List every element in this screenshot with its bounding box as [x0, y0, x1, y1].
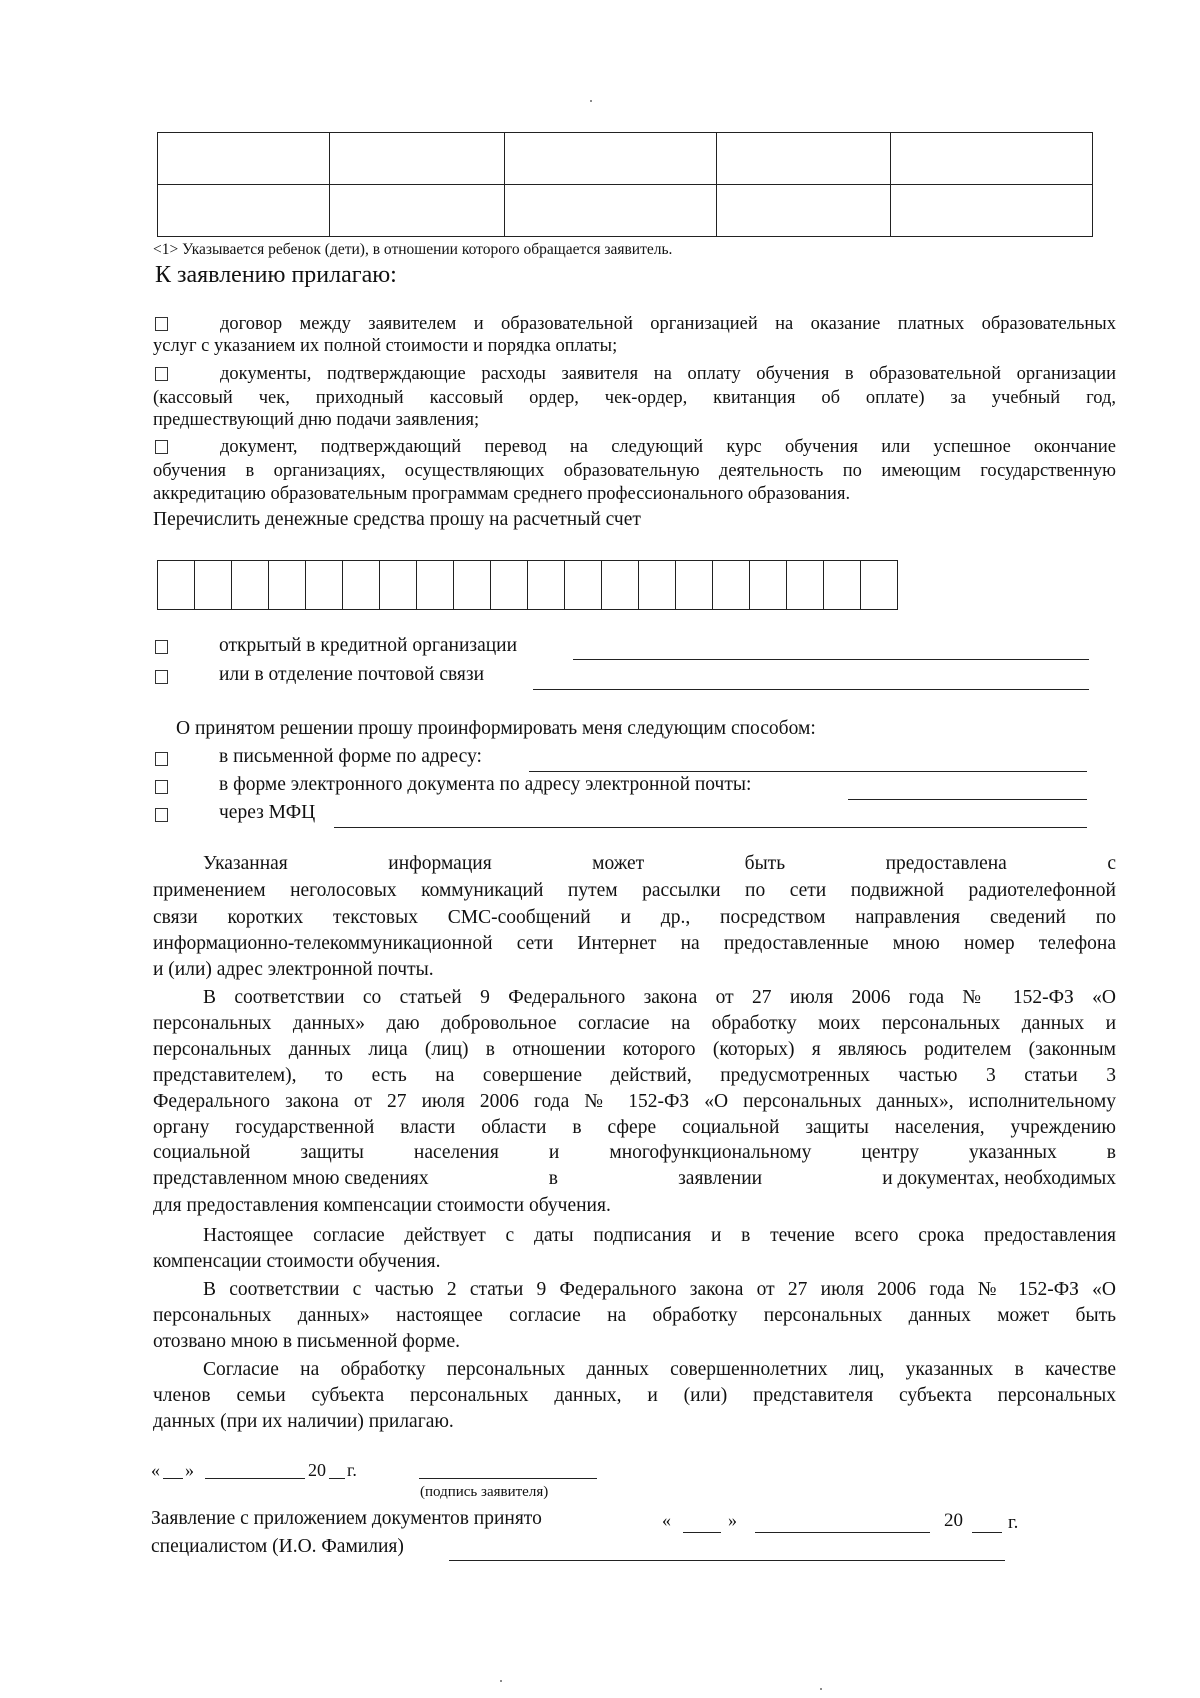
notify-email-checkbox[interactable]: [155, 780, 168, 794]
table-cell: [505, 133, 717, 185]
consent-paragraph-line: [153, 1142, 1116, 1164]
bank-name-field[interactable]: [573, 659, 1089, 660]
table-cell: [891, 185, 1093, 237]
account-digit-cell[interactable]: [713, 561, 750, 609]
attachment-checkbox[interactable]: [155, 317, 168, 331]
notify-label: О принятом решении прошу проинформировать меня следующим способом:: [176, 718, 816, 739]
word: в: [1106, 1142, 1116, 1163]
word: и документах, необходимых: [882, 1168, 1116, 1189]
attachment-text: договор между заявителем и образовательной организацией на оказание платных образовательных: [220, 314, 1116, 334]
table-cell: [717, 185, 891, 237]
signature-quote-open: «: [151, 1460, 160, 1480]
email-field[interactable]: [848, 799, 1087, 800]
attachment-text: документ, подтверждающий перевод на следующий курс обучения или успешное окончание: [220, 437, 1116, 457]
attachment-text: (кассовый чек, приходный кассовый ордер, чек-ордер, квитанция об оплате) за учебный год,: [153, 388, 1116, 408]
post-office-field[interactable]: [533, 689, 1089, 690]
consent-paragraph-line: представителем), то есть на совершение действий, предусмотренных частью 3 статьи 3: [153, 1065, 1116, 1086]
validity-paragraph-line: Настоящее согласие действует с даты подписания и в течение всего срока предоставления: [203, 1225, 1116, 1246]
accepted-label: Заявление с приложением документов принято: [151, 1508, 542, 1529]
account-digit-cell[interactable]: [750, 561, 787, 609]
consent-paragraph-line: органу государственной власти области в сфере социальной защиты населения, учреждению: [153, 1117, 1116, 1138]
account-digit-cell[interactable]: [491, 561, 528, 609]
word: защиты: [300, 1142, 364, 1163]
account-digit-cell[interactable]: [824, 561, 861, 609]
signature-day-field[interactable]: [163, 1478, 183, 1479]
table-cell: [330, 133, 505, 185]
family-paragraph-line: данных (при их наличии) прилагаю.: [153, 1411, 454, 1432]
word: социальной: [153, 1142, 251, 1163]
word: центру: [861, 1142, 919, 1163]
account-digit-cell[interactable]: [269, 561, 306, 609]
account-digit-cell[interactable]: [565, 561, 602, 609]
signature-year-prefix: 20: [308, 1460, 326, 1480]
revoke-paragraph-line: персональных данных» настоящее согласие на обработку персональных данных может быть: [153, 1305, 1116, 1326]
account-digit-cell[interactable]: [787, 561, 824, 609]
accepted-year-suffix: г.: [1008, 1512, 1019, 1533]
notify-mail-label: в письменной форме по адресу:: [219, 746, 482, 767]
signature-month-field[interactable]: [205, 1478, 305, 1479]
attachment-text: обучения в организациях, осуществляющих образовательную деятельность по имеющим государственную: [153, 461, 1116, 481]
word: многофункциональному: [609, 1142, 812, 1163]
accepted-day-field[interactable]: [683, 1532, 721, 1533]
account-digit-cell[interactable]: [195, 561, 232, 609]
word: информация: [388, 853, 492, 874]
info-paragraph-line: и (или) адрес электронной почты.: [153, 959, 434, 980]
postal-address-field[interactable]: [529, 771, 1087, 772]
attachment-text: предшествующий дню подачи заявления;: [153, 410, 480, 430]
family-paragraph-line: Согласие на обработку персональных данных совершеннолетних лиц, указанных в качестве: [203, 1359, 1116, 1380]
accepted-quote-open: «: [662, 1510, 671, 1530]
attachment-text: аккредитацию образовательным программам среднего профессионального образования.: [153, 484, 851, 504]
info-paragraph-line: [203, 853, 1116, 875]
account-digit-cell[interactable]: [343, 561, 380, 609]
mfc-field[interactable]: [334, 827, 1087, 828]
account-digit-cell[interactable]: [676, 561, 713, 609]
word: быть: [744, 853, 786, 874]
consent-paragraph-line: Федерального закона от 27 июля 2006 года № 152-ФЗ «О персональных данных», исполнительному: [153, 1091, 1116, 1112]
account-digit-cell[interactable]: [306, 561, 343, 609]
word: указанных: [969, 1142, 1057, 1163]
word: может: [592, 853, 645, 874]
signature-year-suffix: г.: [347, 1460, 357, 1480]
word: представленном мною сведениях: [153, 1168, 429, 1189]
account-digit-cell[interactable]: [232, 561, 269, 609]
post-option-label: или в отделение почтовой связи: [219, 664, 485, 685]
revoke-paragraph-line: отозвано мною в письменной форме.: [153, 1331, 460, 1352]
revoke-paragraph-line: В соответствии с частью 2 статьи 9 Федерального закона от 27 июля 2006 года № 152-ФЗ «О: [203, 1279, 1116, 1300]
account-number-grid[interactable]: [157, 560, 898, 610]
consent-paragraph-line: персональных данных лица (лиц) в отношении которого (которых) я являюсь родителем (законным: [153, 1039, 1116, 1060]
info-paragraph-line: информационно-телекоммуникационной сети Интернет на предоставленные мною номер телефона: [153, 933, 1116, 954]
word: и: [548, 1142, 560, 1163]
notify-mail-checkbox[interactable]: [155, 752, 168, 766]
consent-paragraph-line: В соответствии со статьей 9 Федерального закона от 27 июля 2006 года № 152-ФЗ «О: [203, 987, 1116, 1008]
bank-option-checkbox[interactable]: [155, 640, 168, 654]
bank-option-label: открытый в кредитной организации: [219, 635, 518, 656]
word: Указанная: [203, 853, 288, 874]
footnote: <1> Указывается ребенок (дети), в отношении которого обращается заявитель.: [153, 241, 673, 258]
info-paragraph-line: связи коротких текстовых СМС-сообщений и др., посредством направления сведений по: [153, 907, 1116, 928]
word: предоставлена: [885, 853, 1007, 874]
accepted-month-field[interactable]: [755, 1532, 930, 1533]
word: с: [1107, 853, 1116, 874]
table-cell: [330, 185, 505, 237]
accepted-year-prefix: 20: [944, 1510, 963, 1531]
consent-paragraph-line: для предоставления компенсации стоимости обучения.: [153, 1195, 611, 1216]
notify-email-label: в форме электронного документа по адресу электронной почты:: [219, 774, 752, 795]
table-cell: [158, 185, 330, 237]
notify-mfc-label: через МФЦ: [219, 802, 316, 823]
post-option-checkbox[interactable]: [155, 670, 168, 684]
signature-caption: (подпись заявителя): [420, 1484, 549, 1500]
scan-speck: [590, 100, 592, 102]
consent-paragraph-line: персональных данных» даю добровольное согласие на обработку моих персональных данных и: [153, 1013, 1116, 1034]
attachment-checkbox[interactable]: [155, 367, 168, 381]
table-cell: [717, 133, 891, 185]
account-digit-cell[interactable]: [639, 561, 676, 609]
word: населения: [413, 1142, 499, 1163]
account-digit-cell[interactable]: [528, 561, 565, 609]
specialist-name-field[interactable]: [449, 1560, 1005, 1561]
table-cell: [505, 185, 717, 237]
accepted-quote-close: »: [728, 1510, 737, 1530]
scan-speck: [820, 1688, 822, 1690]
table-cell: [158, 133, 330, 185]
table-row: [158, 133, 1093, 185]
family-paragraph-line: членов семьи субъекта персональных данных, и (или) представителя субъекта персональных: [153, 1385, 1116, 1406]
account-digit-cell[interactable]: [454, 561, 491, 609]
notify-mfc-checkbox[interactable]: [155, 808, 168, 822]
attachment-checkbox[interactable]: [155, 440, 168, 454]
attachments-heading: К заявлению прилагаю:: [155, 262, 397, 288]
signature-year-field[interactable]: [329, 1478, 345, 1479]
word: в: [548, 1168, 558, 1189]
signature-quote-close: »: [185, 1460, 194, 1480]
info-paragraph-line: применением неголосовых коммуникаций путем рассылки по сети подвижной радиотелефонной: [153, 880, 1116, 901]
validity-paragraph-line: компенсации стоимости обучения.: [153, 1251, 441, 1272]
account-digit-cell[interactable]: [602, 561, 639, 609]
account-digit-cell[interactable]: [380, 561, 417, 609]
account-digit-cell[interactable]: [417, 561, 454, 609]
table-row: [158, 185, 1093, 237]
scan-speck: [500, 1680, 502, 1682]
transfer-label: Перечислить денежные средства прошу на расчетный счет: [153, 509, 641, 530]
signature-field[interactable]: [419, 1478, 597, 1479]
table-cell: [891, 133, 1093, 185]
attachment-text: услуг с указанием их полной стоимости и порядка оплаты;: [153, 336, 618, 356]
children-table: [157, 132, 1093, 237]
specialist-label: специалистом (И.О. Фамилия): [151, 1536, 404, 1557]
account-digit-cell[interactable]: [861, 561, 897, 609]
word: заявлении: [678, 1168, 763, 1189]
account-digit-cell[interactable]: [158, 561, 195, 609]
attachment-text: документы, подтверждающие расходы заявителя на оплату обучения в образовательной организации: [220, 364, 1116, 384]
consent-paragraph-line: [153, 1168, 1116, 1190]
accepted-year-field[interactable]: [972, 1532, 1002, 1533]
